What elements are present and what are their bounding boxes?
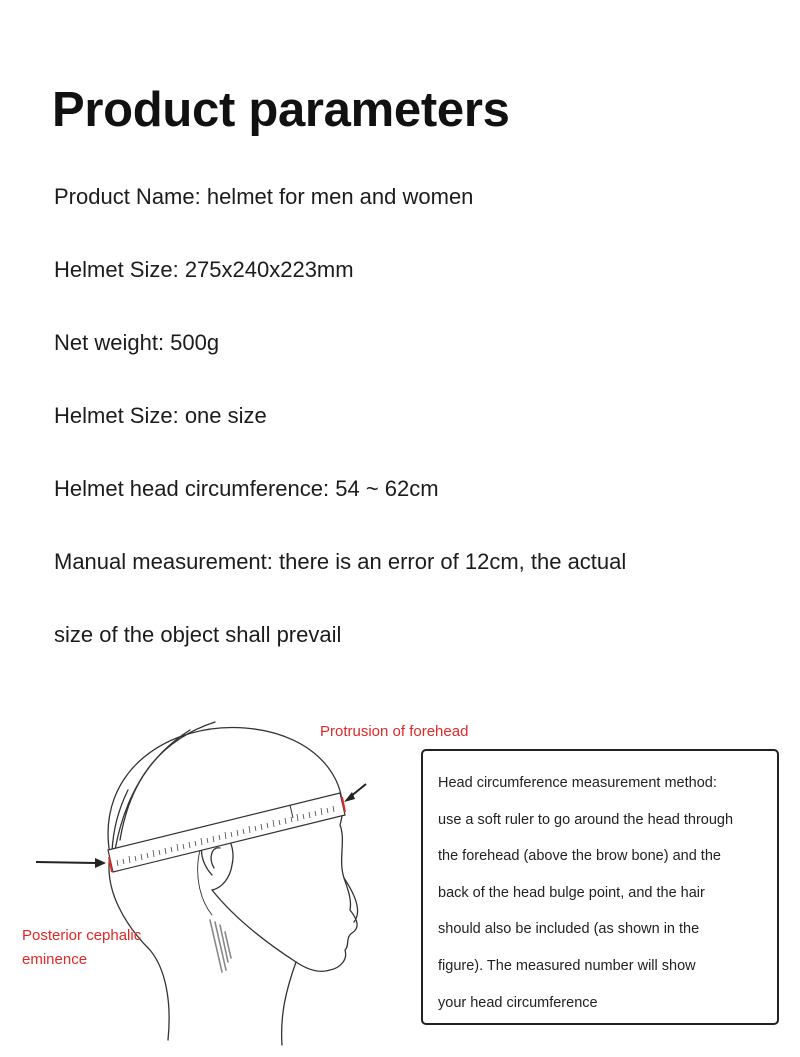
posterior-label: Posterior cephalic eminence [22, 927, 142, 968]
note-line: Head circumference measurement method: [438, 775, 717, 791]
param-measurement-note-cont: size of the object shall prevail [54, 622, 342, 647]
measuring-tape [108, 793, 345, 872]
note-line: your head circumference [438, 994, 598, 1011]
param-product-name: Product Name: helmet for men and women [54, 184, 474, 209]
note-line: the forehead (above the brow bone) and the [438, 848, 721, 865]
param-size-option: Helmet Size: one size [54, 403, 267, 428]
neck-front [282, 962, 296, 1045]
page-title: Product parameters [52, 83, 510, 137]
note-line: use a soft ruler to go around the head through [438, 811, 734, 828]
note-line: figure). The measured number will show [438, 957, 696, 974]
param-head-circumference: Helmet head circumference: 54 ~ 62cm [54, 476, 439, 501]
arrow-posterior [36, 858, 106, 868]
head-illustration [0, 700, 420, 1057]
param-helmet-size: Helmet Size: 275x240x223mm [54, 257, 354, 282]
note-line: should also be included (as shown in the [438, 921, 700, 938]
arrow-forehead [344, 784, 366, 802]
measurement-method-box [421, 749, 779, 1025]
param-measurement-note: Manual measurement: there is an error of 12cm, the actual [54, 549, 627, 574]
param-net-weight: Net weight: 500g [54, 330, 220, 355]
forehead-label: Protrusion of forehead [320, 723, 469, 740]
measurement-diagram [0, 700, 800, 1057]
parameter-list [54, 180, 774, 691]
note-line: back of the head bulge point, and the hair [438, 884, 705, 901]
